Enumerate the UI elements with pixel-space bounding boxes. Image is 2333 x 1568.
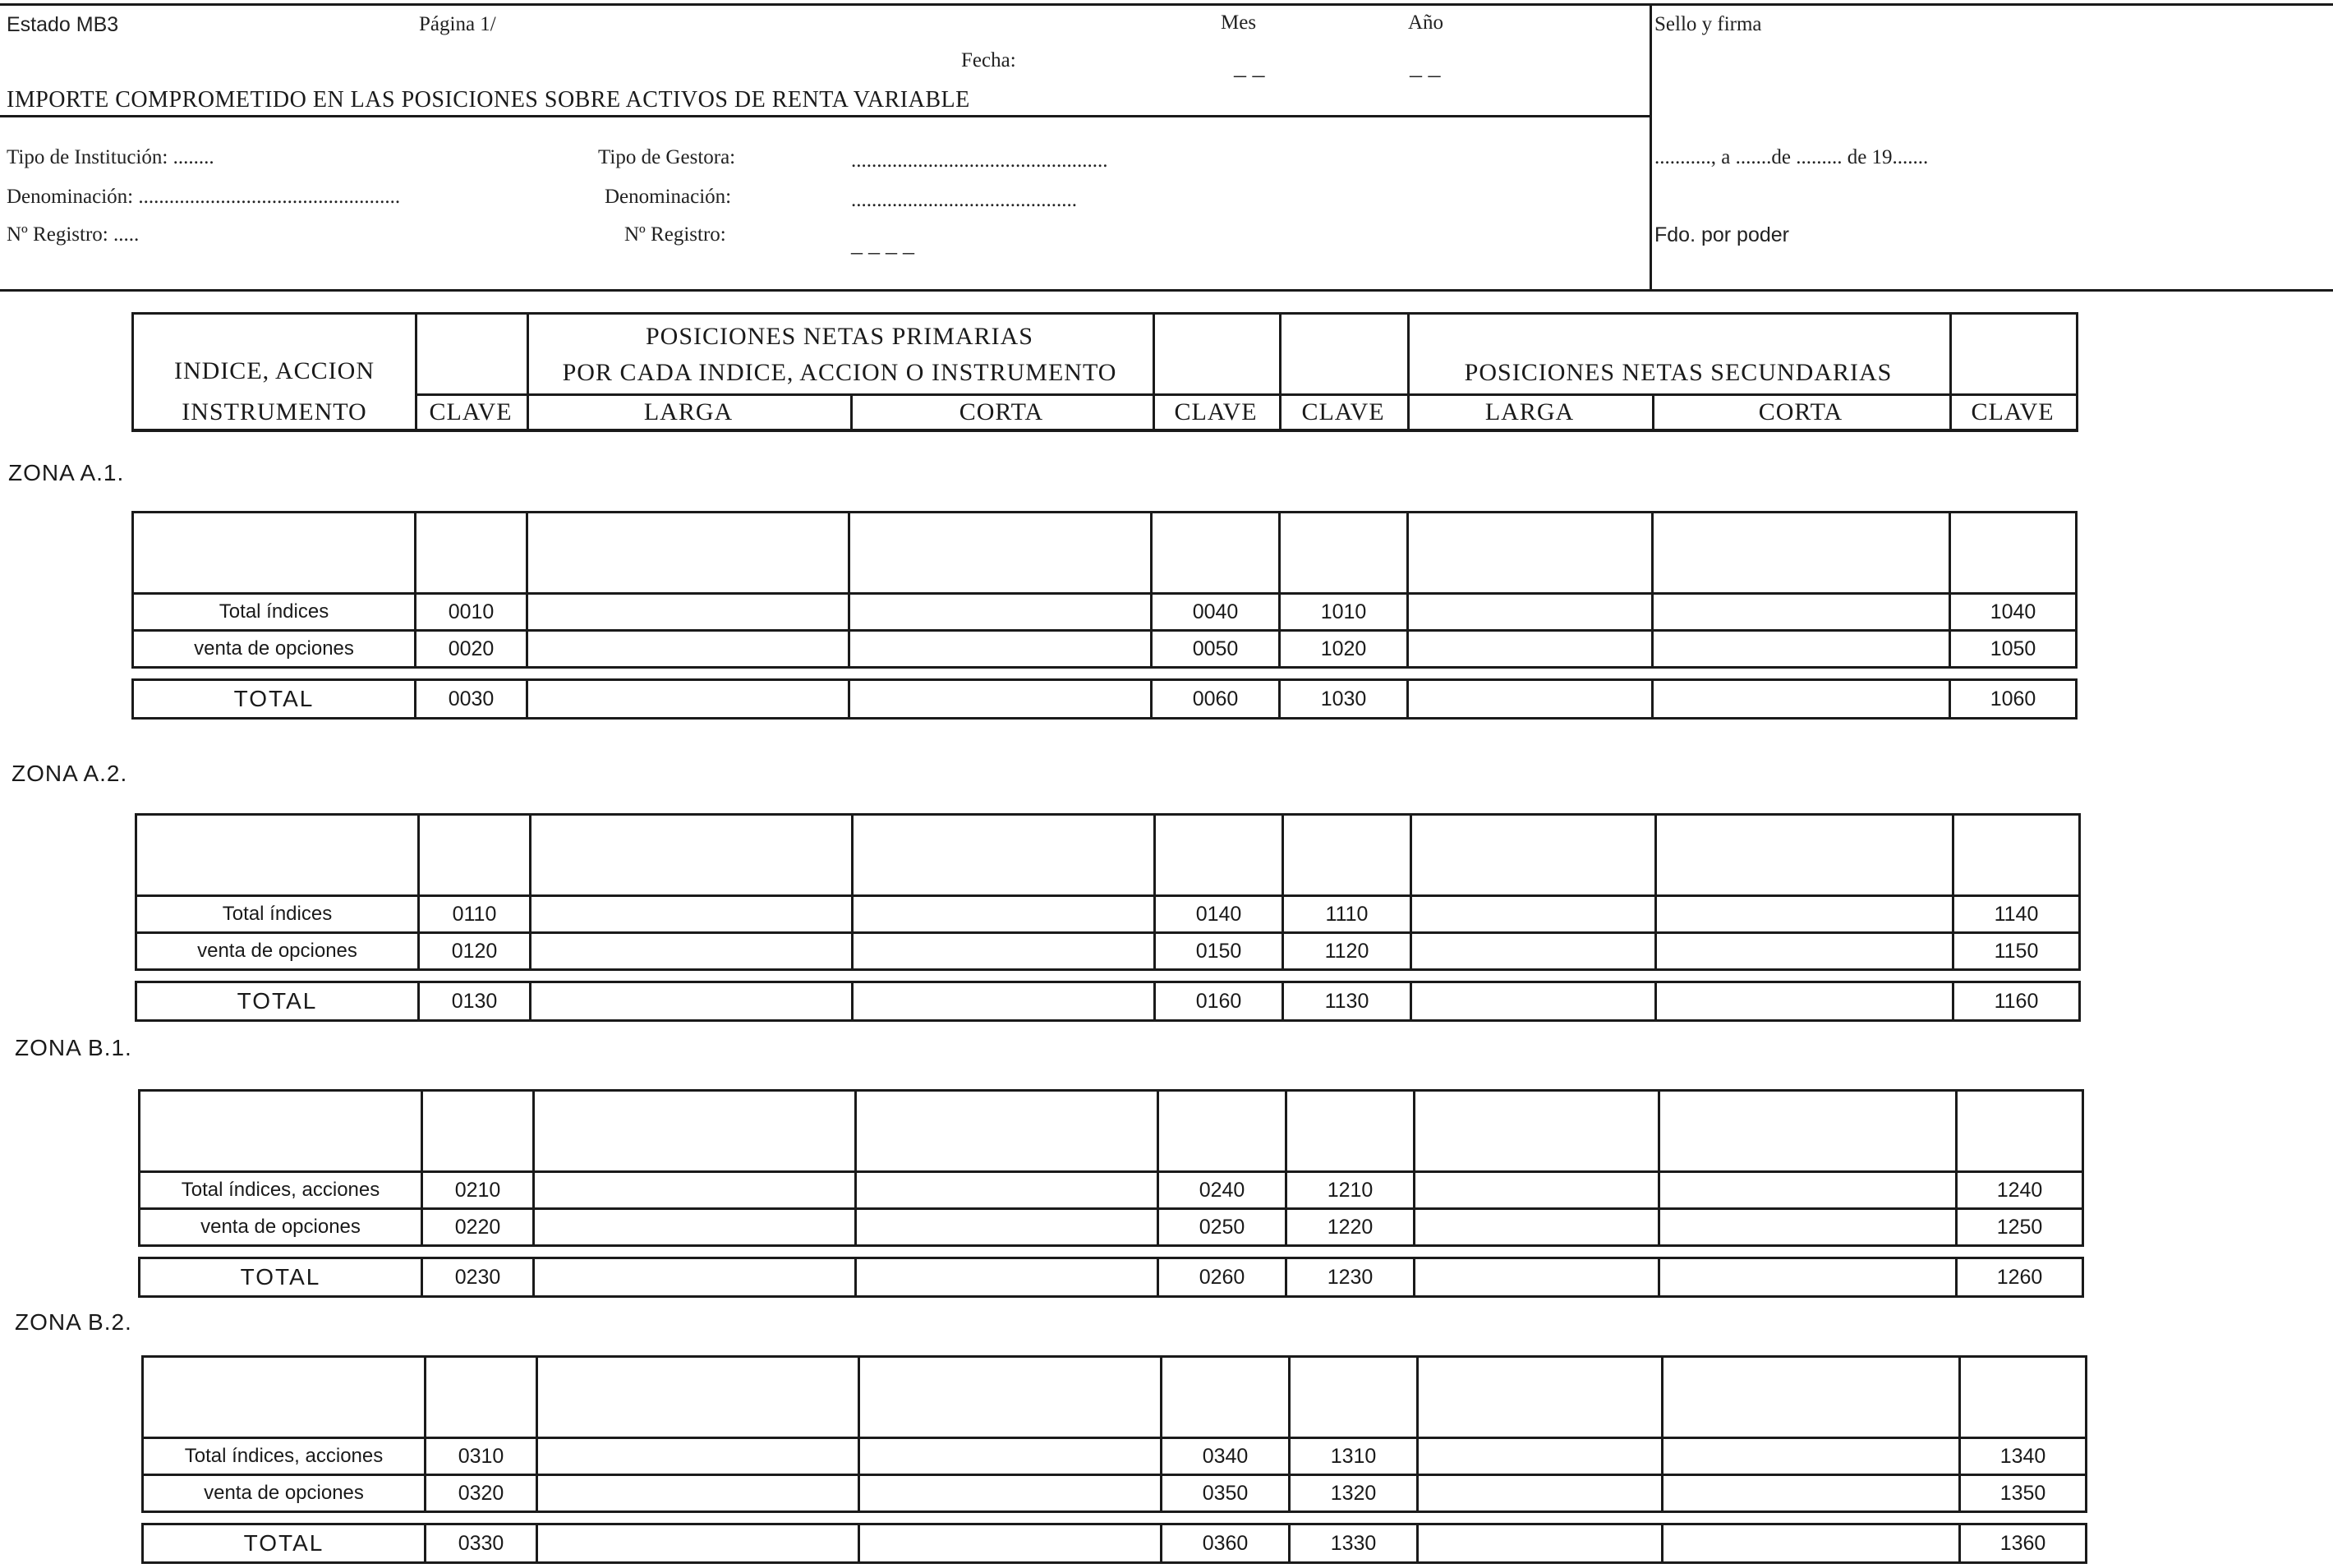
corta-secundaria-cell[interactable] [1663,1524,1960,1563]
spacer-cell [1950,668,2077,680]
clave-primaria-corta: 0250 [1158,1209,1286,1246]
spacer-cell [534,1246,856,1258]
col-clave-1: CLAVE [429,398,513,425]
larga-primaria-cell[interactable] [534,1258,856,1297]
clave-primaria-larga: 0320 [426,1475,537,1512]
larga-secundaria-cell[interactable] [1408,594,1653,631]
corta-secundaria-cell[interactable] [1656,982,1953,1021]
table-row [140,1172,2083,1209]
spacer-cell [1653,668,1950,680]
clave-primaria-larga: 0030 [416,680,527,719]
clave-secundaria-larga: 1020 [1280,631,1408,668]
tipo-gestora-field[interactable]: .................................................. [851,149,1108,172]
col-primarias-line2: POR CADA INDICE, ACCION O INSTRUMENTO [562,359,1117,386]
header-sello-divider [1650,3,1652,289]
row-label: venta de opciones [140,1209,422,1246]
clave-primaria-corta: 0140 [1155,896,1283,933]
tipo-institucion[interactable]: Tipo de Institución: ........ [7,146,214,168]
col-primarias-line1: POSICIONES NETAS PRIMARIAS [645,323,1033,350]
spacer-cell [1659,1246,1957,1258]
col-secundarias: POSICIONES NETAS SECUNDARIAS [1464,359,1893,386]
corta-primaria-cell[interactable] [849,594,1152,631]
entry-cell[interactable] [527,513,849,594]
clave-primaria-corta: 0150 [1155,933,1283,970]
clave-primaria-corta: 0350 [1162,1475,1290,1512]
clave-secundaria-corta: 1140 [1953,896,2080,933]
clave-secundaria-corta: 1150 [1953,933,2080,970]
spacer-cell [1408,668,1653,680]
clave-secundaria-larga: 1320 [1290,1475,1418,1512]
larga-primaria-cell[interactable] [534,1172,856,1209]
table-row [140,1209,2083,1246]
entry-cell[interactable] [1158,1091,1286,1172]
spacer-row [136,970,2080,982]
spacer-cell [1957,1246,2083,1258]
entry-cell[interactable] [136,815,419,896]
larga-secundaria-cell[interactable] [1418,1438,1663,1475]
fdo-label: Fdo. por poder [1654,223,1789,246]
corta-secundaria-cell[interactable] [1659,1209,1957,1246]
denominacion[interactable]: Denominación: ................................................... [7,186,401,208]
larga-primaria-cell[interactable] [527,594,849,631]
entry-cell[interactable] [856,1091,1158,1172]
entry-cell[interactable] [1659,1091,1957,1172]
spacer-cell [422,1246,534,1258]
total-row [143,1524,2087,1563]
spacer-cell [136,970,419,982]
larga-primaria-cell[interactable] [531,896,853,933]
clave-secundaria-corta: 1050 [1950,631,2077,668]
table-row [143,1475,2087,1512]
corta-primaria-cell[interactable] [856,1172,1158,1209]
corta-secundaria-cell[interactable] [1653,680,1950,719]
pagina-label: Página 1/ [419,13,496,35]
col-larga-1: LARGA [643,398,734,425]
entry-cell[interactable] [1418,1357,1663,1438]
spacer-cell [1415,1246,1659,1258]
mes-value[interactable]: – – [1234,61,1265,88]
spacer-cell [853,970,1155,982]
larga-secundaria-cell[interactable] [1415,1172,1659,1209]
corta-primaria-cell[interactable] [856,1209,1158,1246]
spacer-cell [419,970,531,982]
table-row [136,933,2080,970]
clave-primaria-corta: 0050 [1152,631,1280,668]
entry-cell[interactable] [1155,815,1283,896]
clave-secundaria-larga: 1120 [1283,933,1411,970]
entry-cell[interactable] [140,1091,422,1172]
header-bottom-rule [0,289,2333,292]
total-row [136,982,2080,1021]
clave-primaria-corta: 0360 [1162,1524,1290,1563]
entry-cell[interactable] [1280,513,1408,594]
zone-table [135,813,2081,1022]
total-row [133,680,2077,719]
clave-secundaria-corta: 1160 [1953,982,2080,1021]
blank-entry-row [136,815,2080,896]
clave-secundaria-corta: 1250 [1957,1209,2083,1246]
entry-cell[interactable] [1408,513,1653,594]
larga-primaria-cell[interactable] [537,1475,859,1512]
clave-primaria-larga: 0110 [419,896,531,933]
zone-label: ZONA B.2. [15,1309,132,1335]
spacer-cell [856,1246,1158,1258]
ano-value[interactable]: – – [1410,61,1441,88]
clave-primaria-larga: 0130 [419,982,531,1021]
entry-cell[interactable] [849,513,1152,594]
corta-primaria-cell[interactable] [856,1258,1158,1297]
clave-primaria-larga: 0220 [422,1209,534,1246]
clave-primaria-corta: 0040 [1152,594,1280,631]
row-label: venta de opciones [133,631,416,668]
clave-primaria-corta: 0240 [1158,1172,1286,1209]
clave-secundaria-corta: 1060 [1950,680,2077,719]
row-label: Total índices [136,896,419,933]
zone-label: ZONA A.2. [12,761,128,786]
entry-cell[interactable] [1411,815,1656,896]
registro2-label: Nº Registro: [624,223,726,246]
clave-primaria-larga: 0310 [426,1438,537,1475]
clave-secundaria-larga: 1030 [1280,680,1408,719]
ano-label: Año [1408,11,1444,34]
colhdr-rule [415,393,2076,396]
total-label: TOTAL [136,982,419,1021]
entry-cell[interactable] [1663,1357,1960,1438]
larga-secundaria-cell[interactable] [1415,1258,1659,1297]
clave-secundaria-corta: 1360 [1960,1524,2087,1563]
larga-secundaria-cell[interactable] [1415,1209,1659,1246]
larga-primaria-cell[interactable] [527,631,849,668]
registro2-field[interactable]: _ _ _ _ [851,232,914,257]
tipo-gestora-label: Tipo de Gestora: [598,146,736,168]
spacer-cell [416,668,527,680]
spacer-cell [140,1246,422,1258]
header-top-rule [0,3,2333,6]
table-row [133,594,2077,631]
corta-secundaria-cell[interactable] [1659,1258,1957,1297]
larga-secundaria-cell[interactable] [1418,1524,1663,1563]
spacer-cell [143,1512,426,1524]
total-label: TOTAL [140,1258,422,1297]
estado-label: Estado MB3 [7,13,119,36]
corta-primaria-cell[interactable] [859,1438,1162,1475]
spacer-cell [133,668,416,680]
entry-cell[interactable] [1286,1091,1415,1172]
larga-secundaria-cell[interactable] [1408,680,1653,719]
spacer-cell [1280,668,1408,680]
larga-secundaria-cell[interactable] [1418,1475,1663,1512]
row-label: Total índices [133,594,416,631]
clave-primaria-larga: 0120 [419,933,531,970]
clave-secundaria-corta: 1040 [1950,594,2077,631]
col-clave-4: CLAVE [1971,398,2055,425]
spacer-cell [1290,1512,1418,1524]
larga-secundaria-cell[interactable] [1411,982,1656,1021]
column-header [131,312,2078,432]
blank-entry-row [143,1357,2087,1438]
col-instrument-line2: INSTRUMENTO [182,398,367,425]
spacer-cell [537,1512,859,1524]
clave-secundaria-larga: 1220 [1286,1209,1415,1246]
corta-primaria-cell[interactable] [853,982,1155,1021]
row-label: Total índices, acciones [140,1172,422,1209]
entry-cell[interactable] [531,815,853,896]
total-label: TOTAL [143,1524,426,1563]
clave-secundaria-larga: 1210 [1286,1172,1415,1209]
spacer-row [143,1512,2087,1524]
spacer-cell [859,1512,1162,1524]
clave-primaria-corta: 0340 [1162,1438,1290,1475]
entry-cell[interactable] [143,1357,426,1438]
table-row [143,1438,2087,1475]
clave-secundaria-corta: 1240 [1957,1172,2083,1209]
row-label: venta de opciones [136,933,419,970]
clave-primaria-corta: 0160 [1155,982,1283,1021]
larga-primaria-cell[interactable] [531,933,853,970]
corta-primaria-cell[interactable] [849,631,1152,668]
corta-secundaria-cell[interactable] [1653,631,1950,668]
denominacion2-label: Denominación: [605,186,732,208]
spacer-cell [1158,1246,1286,1258]
col-corta-2: CORTA [1758,398,1843,425]
corta-primaria-cell[interactable] [853,933,1155,970]
entry-cell[interactable] [1290,1357,1418,1438]
spacer-cell [531,970,853,982]
corta-secundaria-cell[interactable] [1656,896,1953,933]
lugar-fecha-field[interactable]: ..........., a .......de ......... de 19....... [1654,146,1929,168]
corta-primaria-cell[interactable] [859,1524,1162,1563]
clave-secundaria-larga: 1230 [1286,1258,1415,1297]
corta-secundaria-cell[interactable] [1656,933,1953,970]
col-corta-1: CORTA [959,398,1044,425]
col-clave-2: CLAVE [1174,398,1258,425]
entry-cell[interactable] [537,1357,859,1438]
zone-table [138,1089,2084,1298]
spacer-cell [1162,1512,1290,1524]
corta-secundaria-cell[interactable] [1653,594,1950,631]
corta-primaria-cell[interactable] [859,1475,1162,1512]
entry-cell[interactable] [853,815,1155,896]
clave-secundaria-corta: 1260 [1957,1258,2083,1297]
larga-primaria-cell[interactable] [531,982,853,1021]
registro[interactable]: Nº Registro: ..... [7,223,140,246]
row-label: Total índices, acciones [143,1438,426,1475]
corta-secundaria-cell[interactable] [1663,1475,1960,1512]
total-row [140,1258,2083,1297]
larga-secundaria-cell[interactable] [1411,896,1656,933]
clave-primaria-larga: 0210 [422,1172,534,1209]
clave-secundaria-larga: 1310 [1290,1438,1418,1475]
spacer-cell [527,668,849,680]
clave-secundaria-corta: 1340 [1960,1438,2087,1475]
clave-secundaria-larga: 1010 [1280,594,1408,631]
corta-primaria-cell[interactable] [853,896,1155,933]
entry-cell[interactable] [419,815,531,896]
entry-cell[interactable] [1162,1357,1290,1438]
fecha-label: Fecha: [961,49,1016,71]
table-row [136,896,2080,933]
larga-primaria-cell[interactable] [537,1438,859,1475]
entry-cell[interactable] [1960,1357,2087,1438]
entry-cell[interactable] [1283,815,1411,896]
zone-table [131,511,2078,720]
spacer-cell [1663,1512,1960,1524]
entry-cell[interactable] [1950,513,2077,594]
entry-cell[interactable] [1953,815,2080,896]
clave-primaria-larga: 0330 [426,1524,537,1563]
entry-cell[interactable] [426,1357,537,1438]
blank-entry-row [140,1091,2083,1172]
clave-secundaria-corta: 1350 [1960,1475,2087,1512]
entry-cell[interactable] [859,1357,1162,1438]
clave-secundaria-larga: 1110 [1283,896,1411,933]
row-label: venta de opciones [143,1475,426,1512]
clave-primaria-larga: 0020 [416,631,527,668]
mes-label: Mes [1221,11,1257,34]
spacer-cell [1152,668,1280,680]
entry-cell[interactable] [1653,513,1950,594]
blank-entry-row [133,513,2077,594]
zone-table [141,1355,2087,1564]
larga-primaria-cell[interactable] [537,1524,859,1563]
entry-cell[interactable] [133,513,416,594]
spacer-cell [1286,1246,1415,1258]
entry-cell[interactable] [1152,513,1280,594]
zone-label: ZONA B.1. [15,1035,132,1060]
larga-primaria-cell[interactable] [527,680,849,719]
spacer-cell [1953,970,2080,982]
table-row [133,631,2077,668]
entry-cell[interactable] [1415,1091,1659,1172]
header-title-rule [0,115,1650,117]
denominacion2-field[interactable]: ............................................ [851,189,1077,211]
spacer-cell [849,668,1152,680]
entry-cell[interactable] [1957,1091,2083,1172]
col-clave-3: CLAVE [1301,398,1385,425]
clave-secundaria-larga: 1330 [1290,1524,1418,1563]
entry-cell[interactable] [422,1091,534,1172]
spacer-cell [1155,970,1283,982]
spacer-row [133,668,2077,680]
clave-primaria-larga: 0010 [416,594,527,631]
larga-secundaria-cell[interactable] [1411,933,1656,970]
page-title: IMPORTE COMPROMETIDO EN LAS POSICIONES SOBRE ACTIVOS DE RENTA VARIABLE [7,87,970,113]
zone-label: ZONA A.1. [8,460,125,485]
spacer-cell [426,1512,537,1524]
corta-primaria-cell[interactable] [849,680,1152,719]
spacer-cell [1411,970,1656,982]
spacer-cell [1283,970,1411,982]
spacer-cell [1960,1512,2087,1524]
entry-cell[interactable] [1656,815,1953,896]
entry-cell[interactable] [416,513,527,594]
col-larga-2: LARGA [1484,398,1575,425]
spacer-row [140,1246,2083,1258]
clave-primaria-corta: 0060 [1152,680,1280,719]
corta-secundaria-cell[interactable] [1663,1438,1960,1475]
clave-primaria-larga: 0230 [422,1258,534,1297]
clave-secundaria-larga: 1130 [1283,982,1411,1021]
larga-primaria-cell[interactable] [534,1209,856,1246]
spacer-cell [1418,1512,1663,1524]
spacer-cell [1656,970,1953,982]
total-label: TOTAL [133,680,416,719]
larga-secundaria-cell[interactable] [1408,631,1653,668]
sello-label: Sello y firma [1654,13,1762,35]
clave-primaria-corta: 0260 [1158,1258,1286,1297]
col-instrument-line1: INDICE, ACCION [174,357,375,384]
entry-cell[interactable] [534,1091,856,1172]
corta-secundaria-cell[interactable] [1659,1172,1957,1209]
